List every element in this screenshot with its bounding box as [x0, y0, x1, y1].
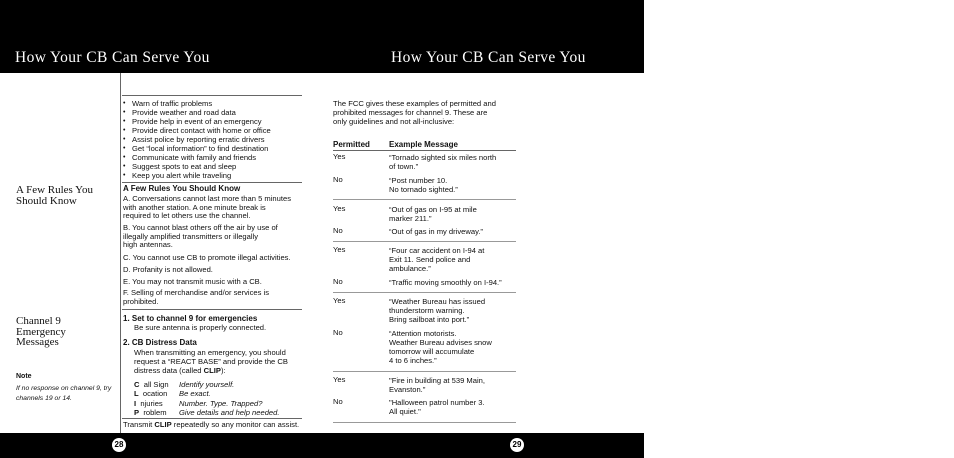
clip-desc: Number. Type. Trapped?	[179, 398, 263, 408]
example-status: No	[333, 226, 343, 235]
transmit-note	[123, 421, 299, 430]
step2-text-b: ):	[220, 365, 226, 375]
feature-list	[122, 99, 271, 180]
step1-title: 1. Set to channel 9 for emergencies	[123, 314, 258, 323]
transmit-note-b: repeatedly so any monitor can assist.	[171, 420, 300, 429]
note-label: Note	[16, 373, 32, 380]
example-status: Yes	[333, 375, 346, 384]
divider	[333, 241, 516, 242]
example-status: Yes	[333, 152, 346, 161]
rule-item: D. Profanity is not allowed.	[123, 265, 213, 274]
transmit-note-clip: CLIP	[154, 420, 172, 429]
fcc-intro: The FCC gives these examples of permitted and prohibited messages for channel 9. These are only guidelines and not all-inclusive:	[333, 99, 496, 126]
example-message: “Four car accident on I-94 at Exit 11. Send police and ambulance.”	[389, 246, 485, 273]
clip-desc: Be exact.	[179, 389, 211, 399]
left-page-title: How Your CB Can Serve You	[15, 49, 210, 66]
list-item: • Assist police by reporting erratic drivers	[122, 135, 271, 144]
example-status: Yes	[333, 296, 346, 305]
rules-title: A Few Rules You Should Know	[123, 184, 241, 193]
clip-word: njuries	[140, 398, 163, 408]
example-message: “Attention motorists. Weather Bureau advises snow tomorrow will accumulate 4 to 6 inches.”	[389, 329, 492, 365]
transmit-note-a: Transmit	[123, 420, 155, 429]
column-divider	[120, 73, 121, 433]
page-number-left: 28	[112, 438, 126, 452]
example-status: Yes	[333, 245, 346, 254]
clip-letter: P	[134, 407, 140, 417]
rule-item: E. You may not transmit music with a CB.	[123, 277, 262, 286]
step2-title: 2. CB Distress Data	[123, 338, 197, 347]
clip-word: roblem	[143, 407, 167, 417]
right-page-title: How Your CB Can Serve You	[391, 49, 586, 66]
clip-row	[134, 389, 279, 398]
column-header-permitted: Permitted	[333, 140, 370, 149]
divider	[122, 182, 302, 183]
step2-text-clip: CLIP	[203, 365, 221, 375]
clip-desc: Identify yourself.	[179, 380, 235, 389]
example-message: “Weather Bureau has issued thunderstorm warning. Bring sailboat into port.”	[389, 297, 486, 324]
example-message: “Tornado sighted six miles north of town.”	[389, 153, 497, 171]
divider	[333, 371, 516, 372]
rule-item: F. Selling of merchandise and/or services is prohibited.	[123, 288, 270, 306]
divider	[333, 292, 516, 293]
list-item: • Communicate with family and friends	[122, 153, 271, 162]
example-status: No	[333, 277, 343, 286]
divider	[122, 418, 302, 419]
example-message: "Halloween patrol number 3. All quiet."	[389, 398, 485, 416]
list-item: • Keep you alert while traveling	[122, 171, 271, 180]
list-item: • Get “local information” to find destination	[122, 144, 271, 153]
clip-table	[134, 380, 279, 417]
header-rule	[333, 150, 516, 151]
rules-side-heading: A Few Rules You Should Know	[16, 184, 94, 207]
divider	[122, 95, 302, 96]
divider	[122, 309, 302, 310]
example-message: “Out of gas on I-95 at mile marker 211.”	[389, 205, 477, 223]
list-item: • Warn of traffic problems	[122, 99, 271, 108]
rule-item: C. You cannot use CB to promote illegal activities.	[123, 253, 291, 262]
list-item: • Provide help in event of an emergency	[122, 117, 271, 126]
example-status: Yes	[333, 204, 346, 213]
clip-row	[134, 380, 279, 389]
clip-letter: C	[134, 380, 140, 389]
divider	[333, 422, 516, 423]
clip-word: all Sign	[143, 380, 169, 389]
page-number-right: 29	[510, 438, 524, 452]
footer-bar	[0, 433, 644, 458]
list-item: • Provide weather and road data	[122, 108, 271, 117]
example-status: No	[333, 328, 343, 337]
list-item: • Suggest spots to eat and sleep	[122, 162, 271, 171]
step2-text	[134, 349, 304, 375]
list-item: • Provide direct contact with home or office	[122, 126, 271, 135]
rule-item: B. You cannot blast others off the air by use of illegally amplified transmitters or illegally high antennas.	[123, 223, 278, 250]
clip-letter: L	[134, 389, 139, 399]
divider	[333, 199, 516, 200]
column-header-example: Example Message	[389, 140, 458, 149]
example-message: “Traffic moving smoothly on I-94.”	[389, 278, 502, 287]
example-status: No	[333, 397, 343, 406]
clip-letter: I	[134, 398, 137, 408]
step1-text: Be sure antenna is properly connected.	[134, 323, 267, 332]
note-text: If no response on channel 9, try channels 19 or 14.	[16, 385, 112, 402]
example-message: “Out of gas in my driveway.”	[389, 227, 483, 236]
clip-row	[134, 408, 279, 417]
example-message: "Fire in building at 539 Main, Evanston."	[389, 376, 485, 394]
clip-row	[134, 399, 279, 408]
step2-text-a: When transmitting an emergency, you should request a “REACT BASE” and provide the CB distress data (called	[134, 348, 288, 375]
clip-desc: Give details and help needed.	[179, 407, 280, 417]
clip-word: ocation	[142, 389, 168, 399]
channel9-side-heading: Channel 9 Emergency Messages	[16, 315, 66, 348]
example-message: “Post number 10. No tornado sighted.”	[389, 176, 458, 194]
example-status: No	[333, 175, 343, 184]
rule-item: A. Conversations cannot last more than 5 minutes with another station. A one minute break is required to let others use the channel.	[123, 194, 291, 221]
